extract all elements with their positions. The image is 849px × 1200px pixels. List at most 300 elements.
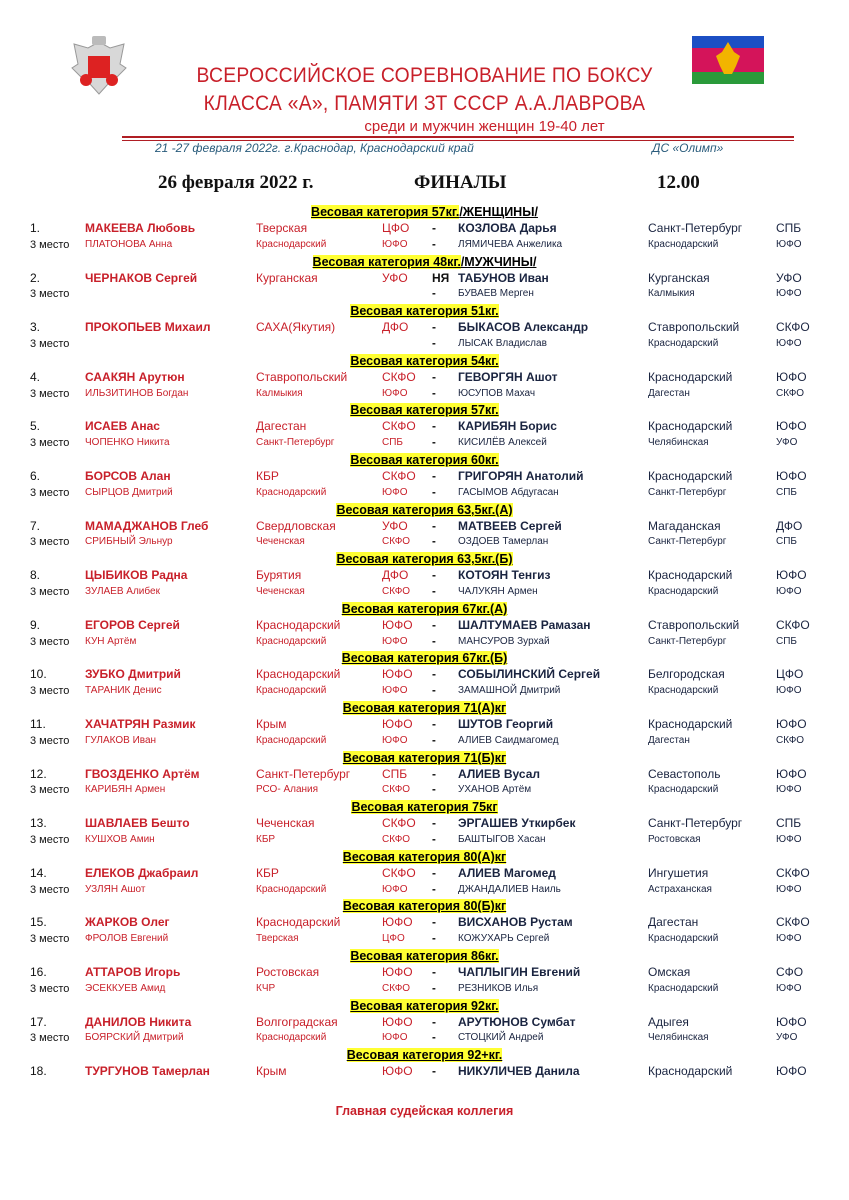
weight-category-label: Весовая категория 86кг. — [350, 948, 499, 963]
red-corner-region: Чеченская — [256, 816, 315, 831]
third-place-row — [0, 336, 849, 353]
final-bout-row — [0, 617, 849, 634]
third-place-blue-district: СКФО — [776, 734, 805, 746]
third-place-blue-district: ЮФО — [776, 685, 802, 697]
dates-place: 21 -27 февраля 2022г. г.Краснодар, Краснодарский край — [155, 141, 474, 155]
bout-separator: - — [432, 964, 436, 979]
third-place-blue-name: УХАНОВ Артём — [458, 784, 532, 796]
third-place-blue-name: АЛИЕВ Саидмагомед — [458, 734, 559, 746]
weight-category-header — [0, 650, 849, 666]
third-place-red-district: ЮФО — [382, 387, 408, 399]
third-place-red-region: Краснодарский — [256, 486, 327, 498]
third-place-row — [0, 1030, 849, 1047]
third-place-blue-district: ЮФО — [776, 833, 802, 845]
third-place-row — [0, 534, 849, 551]
third-place-red-region: Краснодарский — [256, 238, 327, 250]
third-place-label: 3 место — [30, 337, 70, 350]
bout-separator: - — [432, 667, 436, 682]
red-corner-name: МАМАДЖАНОВ Глеб — [85, 518, 209, 533]
bout-number: 13. — [30, 816, 47, 831]
third-place-red-region: Чеченская — [256, 536, 305, 548]
third-place-label: 3 место — [30, 437, 70, 450]
third-place-blue-region: Краснодарский — [648, 784, 719, 796]
third-place-blue-district: ЮФО — [776, 982, 802, 994]
third-place-red-name: ЧОПЕНКО Никита — [85, 437, 170, 449]
third-place-red-district: СПБ — [382, 437, 403, 449]
final-bout-row — [0, 369, 849, 386]
third-place-blue-region: Краснодарский — [648, 685, 719, 697]
third-place-label: 3 место — [30, 933, 70, 946]
blue-corner-region: Санкт-Петербург — [648, 221, 743, 235]
red-corner-region: КБР — [256, 468, 279, 483]
bout-separator: - — [432, 833, 436, 846]
blue-corner-district: ЮФО — [776, 1014, 807, 1029]
bout-separator: - — [432, 437, 436, 450]
third-place-blue-region: Астраханская — [648, 883, 712, 895]
final-bout-row — [0, 418, 849, 435]
third-place-red-region: Краснодарский — [256, 883, 327, 895]
bout-separator: - — [432, 617, 436, 632]
bout-separator: - — [432, 320, 436, 335]
weight-category-label: Весовая категория 51кг. — [350, 304, 499, 319]
weight-category-label: Весовая категория 63,5кг.(Б) — [336, 552, 513, 567]
third-place-blue-region: Дагестан — [648, 734, 690, 746]
blue-corner-region: Белгородская — [648, 667, 725, 682]
third-place-blue-name: КИСИЛЁВ Алексей — [458, 437, 547, 449]
bout-separator: - — [432, 468, 436, 483]
blue-corner-name: БЫКАСОВ Александр — [458, 320, 589, 335]
bout-separator: - — [432, 486, 436, 499]
blue-corner-region: Краснодарский — [648, 716, 733, 731]
weight-category-header — [0, 998, 849, 1014]
third-place-blue-district: ЮФО — [776, 337, 802, 349]
third-place-blue-region: Челябинская — [648, 1032, 709, 1044]
bout-number: 8. — [30, 568, 41, 583]
third-place-label: 3 место — [30, 685, 70, 698]
third-place-red-region: Санкт-Петербург — [256, 437, 335, 449]
final-bout-row — [0, 319, 849, 336]
blue-corner-district: СПБ — [776, 816, 802, 831]
weight-category-label: Весовая категория 60кг. — [350, 452, 499, 467]
bout-list — [0, 204, 849, 1080]
third-place-blue-region: Санкт-Петербург — [648, 486, 727, 498]
bout-separator: - — [432, 982, 436, 995]
blue-corner-region: Дагестан — [648, 915, 699, 930]
third-place-red-region: КЧР — [256, 982, 276, 994]
third-place-label: 3 место — [30, 536, 70, 549]
weight-category-header — [0, 601, 849, 617]
bout-number: 12. — [30, 766, 47, 781]
bout-number: 2. — [30, 270, 41, 285]
third-place-red-district: СКФО — [382, 982, 411, 994]
blue-corner-name: ГЕВОРГЯН Ашот — [458, 369, 558, 384]
bout-separator: - — [432, 419, 436, 434]
third-place-blue-name: ДЖАНДАЛИЕВ Наиль — [458, 883, 561, 895]
third-place-red-name: ИЛЬЗИТИНОВ Богдан — [85, 387, 189, 399]
third-place-label: 3 место — [30, 288, 70, 301]
bout-number: 4. — [30, 369, 41, 384]
red-corner-region: САХА(Якутия) — [256, 320, 336, 335]
weight-category-header — [0, 254, 849, 270]
red-corner-district: ЮФО — [382, 915, 413, 930]
weight-category-label: Весовая категория 71(Б)кг — [342, 750, 507, 765]
red-corner-district: ЮФО — [382, 1064, 413, 1079]
third-place-red-district: ЮФО — [382, 238, 408, 250]
third-place-blue-name: БАШТЫГОВ Хасан — [458, 833, 546, 845]
third-place-blue-district: УФО — [776, 1032, 798, 1044]
third-place-row — [0, 435, 849, 452]
third-place-label: 3 место — [30, 635, 70, 648]
weight-category-header — [0, 700, 849, 716]
bout-number: 1. — [30, 221, 41, 235]
red-corner-district: ЮФО — [382, 617, 413, 632]
bout-number: 5. — [30, 419, 41, 434]
third-place-blue-district: ЮФО — [776, 933, 802, 945]
blue-corner-region: Краснодарский — [648, 468, 733, 483]
weight-category-label: Весовая категория 80(Б)кг — [342, 899, 507, 914]
blue-corner-region: Краснодарский — [648, 419, 733, 434]
third-place-blue-district: ЮФО — [776, 288, 802, 300]
weight-category-label: Весовая категория 54кг. — [350, 353, 499, 368]
footer-signature: Главная судейская коллегия — [335, 1104, 514, 1118]
third-place-blue-district: СПБ — [776, 486, 797, 498]
third-place-label: 3 место — [30, 387, 70, 400]
third-place-blue-name: МАНСУРОВ Зурхай — [458, 635, 550, 647]
blue-corner-name: КОЗЛОВА Дарья — [458, 221, 557, 235]
third-place-blue-name: КОЖУХАРЬ Сергей — [458, 933, 550, 945]
blue-corner-district: ЮФО — [776, 716, 807, 731]
third-place-blue-district: ЮФО — [776, 238, 802, 250]
third-place-red-region: Краснодарский — [256, 635, 327, 647]
red-corner-region: Волгоградская — [256, 1014, 338, 1029]
final-bout-row — [0, 815, 849, 832]
bout-separator: - — [432, 635, 436, 648]
blue-corner-name: КОТОЯН Тенгиз — [458, 568, 551, 583]
weight-category-header — [0, 1047, 849, 1063]
third-place-blue-name: ЮСУПОВ Махач — [458, 387, 536, 399]
red-corner-district: УФО — [382, 270, 408, 285]
blue-corner-region: Краснодарский — [648, 568, 733, 583]
red-corner-district: ЮФО — [382, 716, 413, 731]
title-line-1: ВСЕРОССИЙСКОЕ СОРЕВНОВАНИЕ ПО БОКСУ — [196, 64, 653, 87]
bout-separator: - — [432, 766, 436, 781]
red-corner-region: Ростовская — [256, 964, 320, 979]
third-place-red-region: Краснодарский — [256, 685, 327, 697]
weight-category-header — [0, 849, 849, 865]
third-place-row — [0, 386, 849, 403]
third-place-red-district: СКФО — [382, 784, 411, 796]
final-bout-row — [0, 1014, 849, 1031]
bout-number: 14. — [30, 865, 47, 880]
third-place-red-region: Чеченская — [256, 585, 305, 597]
gender-label: /ЖЕНЩИНЫ/ — [459, 205, 538, 219]
third-place-row — [0, 485, 849, 502]
bout-number: 10. — [30, 667, 47, 682]
third-place-row — [0, 733, 849, 750]
blue-corner-district: СКФО — [776, 617, 810, 632]
third-place-label: 3 место — [30, 585, 70, 598]
third-place-blue-region: Калмыкия — [648, 288, 695, 300]
red-corner-region: Дагестан — [256, 419, 307, 434]
weight-category-label: Весовая категория 63,5кг.(А) — [336, 502, 513, 517]
red-corner-name: ЕЛЕКОВ Джабраил — [85, 865, 199, 880]
third-place-row — [0, 981, 849, 998]
weight-category-label: Весовая категория 75кг — [351, 800, 498, 815]
red-corner-district: СКФО — [382, 468, 416, 483]
red-corner-name: ШАВЛАЕВ Бешто — [85, 816, 190, 831]
bout-number: 6. — [30, 468, 41, 483]
third-place-row — [0, 882, 849, 899]
third-place-label: 3 место — [30, 784, 70, 797]
weight-category-header — [0, 898, 849, 914]
red-corner-region: КБР — [256, 865, 279, 880]
third-place-row — [0, 584, 849, 601]
final-bout-row — [0, 964, 849, 981]
start-time: 12.00 — [657, 172, 700, 193]
third-place-red-district: СКФО — [382, 585, 411, 597]
bout-separator: - — [432, 883, 436, 896]
final-bout-row — [0, 518, 849, 535]
divider — [122, 136, 794, 138]
weight-category-header — [0, 948, 849, 964]
third-place-blue-region: Краснодарский — [648, 933, 719, 945]
blue-corner-district: ЮФО — [776, 1064, 807, 1079]
red-corner-district: ЮФО — [382, 1014, 413, 1029]
blue-corner-district: СКФО — [776, 865, 810, 880]
third-place-red-district: ЮФО — [382, 685, 408, 697]
third-place-red-name: ФРОЛОВ Евгений — [85, 933, 169, 945]
blue-corner-name: АЛИЕВ Магомед — [458, 865, 556, 880]
third-place-blue-name: БУВАЕВ Мерген — [458, 288, 534, 300]
third-place-row — [0, 782, 849, 799]
weight-category-label: Весовая категория 57кг. — [350, 403, 499, 418]
bout-separator: - — [432, 784, 436, 797]
bout-separator: - — [432, 915, 436, 930]
blue-corner-name: ЧАПЛЫГИН Евгений — [458, 964, 581, 979]
weight-category-label: Весовая категория 57кг. — [311, 205, 460, 219]
weight-category-header — [0, 502, 849, 518]
red-corner-region: Крым — [256, 1064, 287, 1079]
red-corner-name: МАКЕЕВА Любовь — [85, 221, 196, 235]
third-place-red-district: СКФО — [382, 536, 411, 548]
final-bout-row — [0, 567, 849, 584]
third-place-row — [0, 286, 849, 303]
red-corner-region: Крым — [256, 716, 287, 731]
bout-separator: - — [432, 734, 436, 747]
bout-separator: - — [432, 221, 436, 235]
red-corner-region: Краснодарский — [256, 667, 341, 682]
third-place-row — [0, 832, 849, 849]
red-corner-name: ЦЫБИКОВ Радна — [85, 568, 188, 583]
red-corner-region: Бурятия — [256, 568, 302, 583]
third-place-red-region: Тверская — [256, 933, 299, 945]
bout-number: 3. — [30, 320, 41, 335]
blue-corner-district: ЦФО — [776, 667, 804, 682]
third-place-red-name: БОЯРСКИЙ Дмитрий — [85, 1032, 184, 1044]
weight-category-label: Весовая категория 48кг. — [312, 254, 461, 269]
third-place-blue-name: ОЗДОЕВ Тамерлан — [458, 536, 549, 548]
third-place-label: 3 место — [30, 1032, 70, 1045]
weight-category-header — [0, 750, 849, 766]
final-bout-row — [0, 865, 849, 882]
third-place-red-name: СРИБНЫЙ Эльнур — [85, 536, 173, 548]
third-place-blue-region: Краснодарский — [648, 337, 719, 349]
final-bout-row — [0, 716, 849, 733]
day: 26 февраля 2022 г. — [158, 172, 314, 193]
third-place-blue-district: ЮФО — [776, 883, 802, 895]
third-place-blue-district: ЮФО — [776, 585, 802, 597]
third-place-blue-district: СПБ — [776, 536, 797, 548]
bout-separator: - — [432, 369, 436, 384]
final-bout-row — [0, 914, 849, 931]
bout-number: 17. — [30, 1014, 47, 1029]
final-bout-row — [0, 270, 849, 287]
gender-label: /МУЖЧИНЫ/ — [460, 254, 537, 269]
bout-separator: - — [432, 585, 436, 598]
weight-category-label: Весовая категория 67кг.(Б) — [341, 651, 508, 666]
bout-separator: - — [432, 568, 436, 583]
blue-corner-name: АЛИЕВ Вусал — [458, 766, 541, 781]
weight-category-header — [0, 799, 849, 815]
red-corner-name: ТУРГУНОВ Тамерлан — [85, 1064, 210, 1079]
bout-separator: - — [432, 716, 436, 731]
red-corner-name: ГВОЗДЕНКО Артём — [85, 766, 200, 781]
third-place-red-name: ЭСЕККУЕВ Амид — [85, 982, 166, 994]
third-place-blue-region: Ростовская — [648, 833, 701, 845]
third-place-blue-region: Дагестан — [648, 387, 690, 399]
third-place-red-region: Калмыкия — [256, 387, 303, 399]
blue-corner-name: АРУТЮНОВ Сумбат — [458, 1014, 576, 1029]
third-place-red-region: Краснодарский — [256, 734, 327, 746]
blue-corner-name: ВИСХАНОВ Рустам — [458, 915, 573, 930]
blue-corner-name: МАТВЕЕВ Сергей — [458, 518, 562, 533]
third-place-blue-region: Краснодарский — [648, 238, 719, 250]
blue-corner-district: ЮФО — [776, 369, 807, 384]
red-corner-name: ЗУБКО Дмитрий — [85, 667, 181, 682]
weight-category-label: Весовая категория 92+кг. — [346, 1048, 503, 1063]
red-corner-name: ЧЕРНАКОВ Сергей — [85, 270, 198, 285]
weight-category-header — [0, 551, 849, 567]
bout-separator: - — [432, 288, 436, 301]
third-place-blue-name: ЧАЛУКЯН Армен — [458, 585, 538, 597]
third-place-red-name: КУШХОВ Амин — [85, 833, 155, 845]
third-place-red-region: Краснодарский — [256, 1032, 327, 1044]
red-corner-district: СКФО — [382, 419, 416, 434]
bout-separator: - — [432, 518, 436, 533]
third-place-red-name: КАРИБЯН Армен — [85, 784, 166, 796]
bout-separator: - — [432, 1032, 436, 1045]
third-place-blue-district: ЮФО — [776, 784, 802, 796]
third-place-label: 3 место — [30, 486, 70, 499]
third-place-red-name: ПЛАТОНОВА Анна — [85, 238, 173, 250]
final-bout-row — [0, 468, 849, 485]
red-corner-region: Санкт-Петербург — [256, 766, 351, 781]
bout-number: 7. — [30, 518, 41, 533]
red-corner-region: Курганская — [256, 270, 318, 285]
weight-category-label: Весовая категория 67кг.(А) — [341, 601, 508, 616]
bout-separator: - — [432, 387, 436, 400]
blue-corner-name: НИКУЛИЧЕВ Данила — [458, 1064, 580, 1079]
blue-corner-district: СКФО — [776, 915, 810, 930]
blue-corner-region: Ставропольский — [648, 617, 740, 632]
blue-corner-district: СФО — [776, 964, 804, 979]
third-place-blue-name: ЗАМАШНОЙ Дмитрий — [458, 685, 561, 697]
red-corner-district: ЮФО — [382, 667, 413, 682]
red-corner-region: Тверская — [256, 221, 308, 235]
third-place-blue-region: Краснодарский — [648, 585, 719, 597]
third-place-row — [0, 237, 849, 254]
bout-separator: - — [432, 1014, 436, 1029]
weight-category-header — [0, 204, 849, 220]
blue-corner-name: ТАБУНОВ Иван — [458, 270, 549, 285]
third-place-label: 3 место — [30, 734, 70, 747]
third-place-blue-district: СКФО — [776, 387, 805, 399]
third-place-red-name: ГУЛАКОВ Иван — [85, 734, 157, 746]
blue-corner-region: Адыгея — [648, 1014, 689, 1029]
red-corner-district: СКФО — [382, 369, 416, 384]
red-corner-name: ДАНИЛОВ Никита — [85, 1014, 192, 1029]
blue-corner-name: ГРИГОРЯН Анатолий — [458, 468, 584, 483]
red-corner-region: Краснодарский — [256, 915, 341, 930]
final-bout-row — [0, 766, 849, 783]
blue-corner-district: ЮФО — [776, 766, 807, 781]
blue-corner-name: ШУТОВ Георгий — [458, 716, 554, 731]
red-corner-name: БОРСОВ Алан — [85, 468, 171, 483]
red-corner-name: ЖАРКОВ Олег — [85, 915, 170, 930]
third-place-red-district: ЮФО — [382, 635, 408, 647]
weight-category-header — [0, 452, 849, 468]
blue-corner-region: Краснодарский — [648, 369, 733, 384]
third-place-blue-district: УФО — [776, 437, 798, 449]
third-place-label: 3 место — [30, 883, 70, 896]
final-bout-row — [0, 220, 849, 237]
subtitle: среди и мужчин женщин 19-40 лет — [364, 118, 605, 135]
blue-corner-district: СПБ — [776, 221, 802, 235]
final-bout-row — [0, 1063, 849, 1080]
blue-corner-district: ЮФО — [776, 568, 807, 583]
title-line-2: КЛАССА «А», ПАМЯТИ ЗТ СССР А.А.ЛАВРОВА — [203, 92, 646, 115]
third-place-row — [0, 683, 849, 700]
bout-separator: - — [432, 337, 436, 350]
bout-number: 15. — [30, 915, 47, 930]
third-place-red-district: СКФО — [382, 833, 411, 845]
blue-corner-name: СОБЫЛИНСКИЙ Сергей — [458, 667, 601, 682]
third-place-red-name: СЫРЦОВ Дмитрий — [85, 486, 173, 498]
blue-corner-district: СКФО — [776, 320, 810, 335]
third-place-blue-region: Краснодарский — [648, 982, 719, 994]
bout-separator: - — [432, 238, 436, 251]
third-place-red-district: ЮФО — [382, 734, 408, 746]
blue-corner-name: КАРИБЯН Борис — [458, 419, 557, 434]
bout-separator: - — [432, 933, 436, 946]
blue-corner-region: Севастополь — [648, 766, 721, 781]
blue-corner-region: Курганская — [648, 270, 710, 285]
red-corner-district: ЮФО — [382, 964, 413, 979]
weight-category-header — [0, 353, 849, 369]
weight-category-label: Весовая категория 71(А)кг — [342, 700, 507, 715]
blue-corner-district: УФО — [776, 270, 802, 285]
third-place-blue-name: РЕЗНИКОВ Илья — [458, 982, 539, 994]
red-corner-district: ЦФО — [382, 221, 410, 235]
red-corner-region: Свердловская — [256, 518, 336, 533]
blue-corner-region: Краснодарский — [648, 1064, 733, 1079]
bout-number: 18. — [30, 1064, 47, 1079]
third-place-row — [0, 931, 849, 948]
red-corner-region: Ставропольский — [256, 369, 348, 384]
third-place-blue-name: ГАСЫМОВ Абдугасан — [458, 486, 559, 498]
third-place-red-name: ЗУЛАЕВ Алибек — [85, 585, 160, 597]
bout-number: 9. — [30, 617, 41, 632]
